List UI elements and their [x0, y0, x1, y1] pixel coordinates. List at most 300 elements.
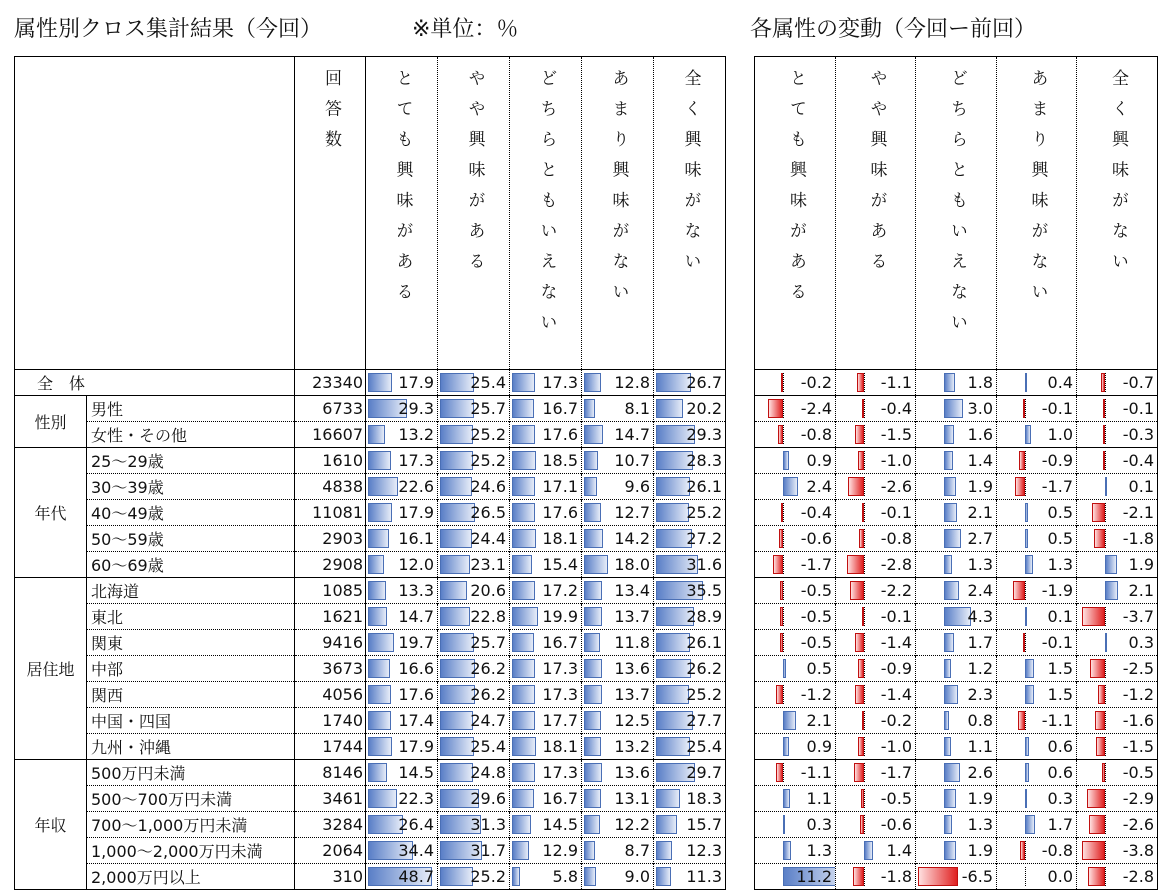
data-label: 18.1	[542, 529, 578, 548]
value-cell	[510, 760, 582, 786]
change-label: 1.9	[967, 477, 993, 496]
value-cell	[582, 786, 654, 812]
data-bar	[656, 815, 677, 834]
data-label: 8.7	[624, 841, 650, 860]
data-label: 25.7	[470, 633, 506, 652]
change-cell	[755, 864, 836, 890]
data-label: 25.2	[470, 867, 506, 886]
data-bar	[440, 867, 473, 886]
negative-change-bar	[1023, 633, 1025, 652]
value-cell	[510, 812, 582, 838]
zero-line	[864, 529, 865, 548]
data-bar	[584, 555, 608, 574]
data-bar	[584, 607, 602, 626]
data-label: 23.1	[470, 555, 506, 574]
change-cell	[916, 422, 997, 448]
negative-change-bar	[1082, 841, 1105, 860]
data-bar	[368, 607, 387, 626]
change-cell	[836, 474, 916, 500]
positive-change-bar	[783, 451, 789, 470]
row-group-label: 年代	[15, 448, 87, 578]
negative-change-bar	[779, 529, 783, 548]
positive-change-bar	[783, 841, 791, 860]
value-cell	[366, 682, 438, 708]
data-bar	[512, 399, 534, 418]
data-label: 20.6	[470, 581, 506, 600]
zero-line	[1025, 711, 1026, 730]
data-bar	[584, 477, 597, 496]
positive-change-bar	[1025, 815, 1035, 834]
value-cell	[582, 838, 654, 864]
data-label: 14.7	[398, 607, 434, 626]
change-label: -0.1	[1041, 633, 1073, 652]
change-label: 1.2	[967, 659, 993, 678]
data-bar	[440, 399, 474, 418]
data-label: 15.4	[542, 555, 578, 574]
positive-change-bar	[944, 477, 956, 496]
change-cell	[997, 864, 1077, 890]
change-cell	[755, 474, 836, 500]
change-cell	[755, 578, 836, 604]
value-cell	[654, 552, 726, 578]
value-cell	[438, 500, 510, 526]
positive-change-bar	[1025, 685, 1034, 704]
data-label: 24.8	[470, 763, 506, 782]
value-cell	[654, 682, 726, 708]
data-label: 12.8	[614, 373, 650, 392]
data-bar	[512, 529, 536, 548]
change-label: -0.5	[800, 607, 832, 626]
change-cell	[997, 760, 1077, 786]
change-label: -0.1	[1122, 399, 1154, 418]
data-label: 29.3	[686, 425, 722, 444]
row-count: 2903	[295, 526, 366, 552]
positive-change-bar	[944, 607, 971, 626]
change-label: -0.5	[880, 789, 912, 808]
change-label: -0.5	[1122, 763, 1154, 782]
data-label: 25.7	[470, 399, 506, 418]
value-cell	[510, 786, 582, 812]
value-cell	[510, 630, 582, 656]
data-label: 17.3	[542, 659, 578, 678]
negative-change-bar	[1102, 763, 1105, 782]
change-cell	[997, 474, 1077, 500]
change-cell	[916, 578, 997, 604]
data-label: 13.3	[398, 581, 434, 600]
value-cell	[654, 864, 726, 890]
change-label: 1.6	[967, 425, 993, 444]
change-cell	[916, 682, 997, 708]
value-cell	[366, 708, 438, 734]
row-count: 6733	[295, 396, 366, 422]
change-label: -2.9	[1122, 789, 1154, 808]
data-label: 27.2	[686, 529, 722, 548]
zero-line	[783, 555, 784, 574]
change-cell	[916, 500, 997, 526]
negative-change-bar	[860, 815, 864, 834]
negative-change-bar	[918, 867, 958, 886]
change-cell	[916, 786, 997, 812]
zero-line	[1105, 425, 1106, 444]
data-bar	[368, 737, 392, 756]
row-count: 2908	[295, 552, 366, 578]
negative-change-bar	[858, 659, 864, 678]
positive-change-bar	[783, 711, 796, 730]
table-row	[15, 708, 726, 734]
change-cell	[836, 760, 916, 786]
change-label: -0.3	[1122, 425, 1154, 444]
value-cell	[654, 396, 726, 422]
change-cell	[836, 370, 916, 396]
positive-change-bar	[1025, 607, 1027, 626]
negative-change-bar	[1098, 685, 1105, 704]
row-label: 九州・沖縄	[87, 734, 295, 760]
negative-change-bar	[1103, 399, 1105, 418]
change-label: -1.9	[1041, 581, 1073, 600]
data-label: 26.1	[686, 477, 722, 496]
data-bar	[368, 373, 392, 392]
data-bar	[656, 841, 672, 860]
value-cell	[654, 526, 726, 552]
zero-line	[1105, 399, 1106, 418]
positive-change-bar	[944, 737, 951, 756]
positive-change-bar	[944, 685, 958, 704]
value-cell	[582, 370, 654, 396]
negative-change-bar	[862, 399, 864, 418]
zero-line	[864, 399, 865, 418]
negative-change-bar	[1082, 607, 1105, 626]
zero-line	[1105, 451, 1106, 470]
data-bar	[512, 763, 535, 782]
value-cell	[654, 448, 726, 474]
positive-change-bar	[944, 373, 955, 392]
data-label: 13.7	[614, 607, 650, 626]
change-cell	[916, 526, 997, 552]
change-row	[755, 786, 1158, 812]
negative-change-bar	[1018, 711, 1025, 730]
data-label: 24.7	[470, 711, 506, 730]
data-label: 12.7	[614, 503, 650, 522]
value-cell	[510, 578, 582, 604]
data-label: 8.1	[624, 399, 650, 418]
data-label: 26.7	[686, 373, 722, 392]
change-cell	[997, 604, 1077, 630]
data-bar	[440, 477, 472, 496]
negative-change-bar	[850, 581, 864, 600]
change-row	[755, 760, 1158, 786]
change-cell	[916, 656, 997, 682]
zero-line	[1105, 815, 1106, 834]
data-label: 24.6	[470, 477, 506, 496]
change-label: -2.4	[800, 399, 832, 418]
data-label: 20.2	[686, 399, 722, 418]
change-label: 2.7	[967, 529, 993, 548]
data-label: 14.7	[614, 425, 650, 444]
change-label: -0.5	[800, 633, 832, 652]
data-bar	[512, 607, 538, 626]
change-cell	[997, 526, 1077, 552]
negative-change-bar	[861, 789, 864, 808]
header-label: とても興味がある	[392, 69, 413, 313]
positive-change-bar	[944, 711, 949, 730]
data-label: 12.2	[614, 815, 650, 834]
change-row	[755, 422, 1158, 448]
value-cell	[510, 838, 582, 864]
negative-change-bar	[1103, 425, 1105, 444]
change-label: -0.7	[1122, 373, 1154, 392]
zero-line	[1105, 711, 1106, 730]
positive-change-bar	[944, 425, 954, 444]
change-label: -0.6	[880, 815, 912, 834]
change-cell	[1077, 734, 1158, 760]
change-label: -1.7	[1041, 477, 1073, 496]
value-cell	[654, 656, 726, 682]
value-cell	[654, 370, 726, 396]
zero-line	[1105, 737, 1106, 756]
data-label: 35.5	[686, 581, 722, 600]
change-label: -0.2	[800, 373, 832, 392]
change-label: -1.1	[800, 763, 832, 782]
positive-change-bar	[783, 737, 789, 756]
data-bar	[584, 399, 595, 418]
change-label: -0.8	[880, 529, 912, 548]
zero-line	[1105, 373, 1106, 392]
change-label: -0.5	[800, 581, 832, 600]
value-cell	[582, 760, 654, 786]
row-count: 4056	[295, 682, 366, 708]
table-row	[15, 552, 726, 578]
value-cell	[366, 786, 438, 812]
data-bar	[656, 633, 690, 652]
change-label: 1.0	[1047, 425, 1073, 444]
data-bar	[440, 607, 470, 626]
data-bar	[512, 789, 534, 808]
data-label: 48.7	[398, 867, 434, 886]
positive-change-bar	[864, 841, 873, 860]
data-label: 31.6	[686, 555, 722, 574]
change-label: 0.4	[1047, 373, 1073, 392]
table-row	[15, 760, 726, 786]
value-cell	[582, 526, 654, 552]
data-bar	[440, 737, 474, 756]
value-cell	[366, 656, 438, 682]
data-bar	[584, 711, 601, 730]
change-cell	[755, 630, 836, 656]
data-label: 19.7	[398, 633, 434, 652]
change-label: 1.3	[967, 555, 993, 574]
data-bar	[512, 581, 535, 600]
change-label: -1.0	[880, 737, 912, 756]
data-label: 16.7	[542, 789, 578, 808]
data-label: 26.4	[398, 815, 434, 834]
change-cell	[836, 708, 916, 734]
zero-line	[864, 633, 865, 652]
change-label: 2.1	[806, 711, 832, 730]
change-cell	[755, 734, 836, 760]
header-col-5	[654, 57, 726, 370]
data-bar	[368, 659, 390, 678]
data-bar	[368, 581, 386, 600]
data-label: 25.2	[686, 685, 722, 704]
negative-change-bar	[1013, 581, 1025, 600]
value-cell	[510, 708, 582, 734]
data-bar	[440, 633, 474, 652]
zero-line	[1105, 607, 1106, 626]
change-label: 1.5	[1047, 685, 1073, 704]
change-cell	[836, 526, 916, 552]
change-label: -2.1	[1122, 503, 1154, 522]
negative-change-bar	[862, 607, 864, 626]
data-bar	[512, 633, 534, 652]
change-label: -1.1	[880, 373, 912, 392]
change-cell	[1077, 578, 1158, 604]
change-label: -1.2	[1122, 685, 1154, 704]
change-label: -0.8	[1041, 841, 1073, 860]
zero-line	[1105, 503, 1106, 522]
change-cell	[916, 630, 997, 656]
data-bar	[512, 373, 535, 392]
change-table	[754, 56, 1158, 890]
right-title: 各属性の変動（今回ー前回）	[750, 17, 1037, 42]
positive-change-bar	[944, 581, 959, 600]
data-label: 16.7	[542, 399, 578, 418]
value-cell	[654, 630, 726, 656]
value-cell	[654, 760, 726, 786]
value-cell	[654, 422, 726, 448]
data-label: 17.3	[542, 685, 578, 704]
zero-line	[864, 737, 865, 756]
negative-change-bar	[848, 477, 864, 496]
negative-change-bar	[1103, 451, 1105, 470]
data-bar	[368, 685, 391, 704]
change-label: 0.5	[1047, 503, 1073, 522]
change-row	[755, 708, 1158, 734]
data-label: 17.1	[542, 477, 578, 496]
data-bar	[584, 841, 595, 860]
data-bar	[512, 867, 520, 886]
value-cell	[510, 734, 582, 760]
row-label: 男性	[87, 396, 295, 422]
value-cell	[654, 578, 726, 604]
zero-line	[783, 607, 784, 626]
positive-change-bar	[944, 451, 953, 470]
positive-change-bar	[1025, 425, 1031, 444]
data-label: 17.2	[542, 581, 578, 600]
data-bar	[584, 451, 598, 470]
table-row	[15, 838, 726, 864]
value-cell	[582, 578, 654, 604]
change-row	[755, 578, 1158, 604]
data-label: 27.7	[686, 711, 722, 730]
value-cell	[510, 682, 582, 708]
zero-line	[864, 373, 865, 392]
zero-line	[1025, 581, 1026, 600]
value-cell	[510, 526, 582, 552]
zero-line	[1105, 867, 1106, 886]
data-bar	[368, 503, 392, 522]
negative-change-bar	[1020, 841, 1025, 860]
change-label: 0.1	[1128, 477, 1154, 496]
change-cell	[1077, 682, 1158, 708]
unit-label: ※単位：％	[412, 17, 519, 42]
data-label: 12.9	[542, 841, 578, 860]
change-cell	[836, 656, 916, 682]
negative-change-bar	[1015, 477, 1025, 496]
data-label: 12.3	[686, 841, 722, 860]
value-cell	[510, 474, 582, 500]
change-label: 1.9	[967, 841, 993, 860]
value-cell	[510, 370, 582, 396]
change-cell	[916, 864, 997, 890]
change-label: -2.5	[1122, 659, 1154, 678]
change-label: 1.7	[1047, 815, 1073, 834]
positive-change-bar	[944, 399, 963, 418]
value-cell	[510, 864, 582, 890]
negative-change-bar	[780, 633, 783, 652]
data-label: 17.7	[542, 711, 578, 730]
change-label: -0.9	[1041, 451, 1073, 470]
value-cell	[510, 448, 582, 474]
zero-line	[864, 555, 865, 574]
zero-line	[864, 763, 865, 782]
zero-line	[1025, 399, 1026, 418]
data-bar	[656, 685, 689, 704]
change-cell	[755, 760, 836, 786]
change-cell	[997, 630, 1077, 656]
positive-change-bar	[1025, 373, 1027, 392]
data-label: 13.1	[614, 789, 650, 808]
zero-line	[783, 763, 784, 782]
zero-line	[864, 477, 865, 496]
zero-line	[783, 581, 784, 600]
change-cell	[916, 474, 997, 500]
change-cell	[755, 500, 836, 526]
negative-change-bar	[862, 503, 864, 522]
value-cell	[438, 760, 510, 786]
row-count: 3673	[295, 656, 366, 682]
data-bar	[440, 373, 474, 392]
change-cell	[836, 838, 916, 864]
change-label: 1.3	[1047, 555, 1073, 574]
data-bar	[512, 711, 535, 730]
data-label: 18.3	[686, 789, 722, 808]
row-count: 11081	[295, 500, 366, 526]
row-count: 1085	[295, 578, 366, 604]
data-label: 13.2	[398, 425, 434, 444]
value-cell	[510, 604, 582, 630]
data-bar	[512, 503, 535, 522]
zero-line	[783, 503, 784, 522]
positive-change-bar	[1105, 477, 1107, 496]
value-cell	[510, 552, 582, 578]
data-label: 12.5	[614, 711, 650, 730]
data-label: 13.2	[614, 737, 650, 756]
value-cell	[582, 448, 654, 474]
change-label: 1.4	[886, 841, 912, 860]
change-label: -1.5	[1122, 737, 1154, 756]
value-cell	[582, 422, 654, 448]
change-header-col-4	[1077, 57, 1158, 370]
change-header-label: やや興味がある	[866, 69, 887, 283]
negative-change-bar	[859, 529, 864, 548]
value-cell	[366, 864, 438, 890]
value-cell	[366, 578, 438, 604]
data-label: 19.9	[542, 607, 578, 626]
data-label: 31.3	[470, 815, 506, 834]
data-label: 25.4	[470, 373, 506, 392]
change-header-col-0	[755, 57, 836, 370]
change-label: -2.8	[880, 555, 912, 574]
